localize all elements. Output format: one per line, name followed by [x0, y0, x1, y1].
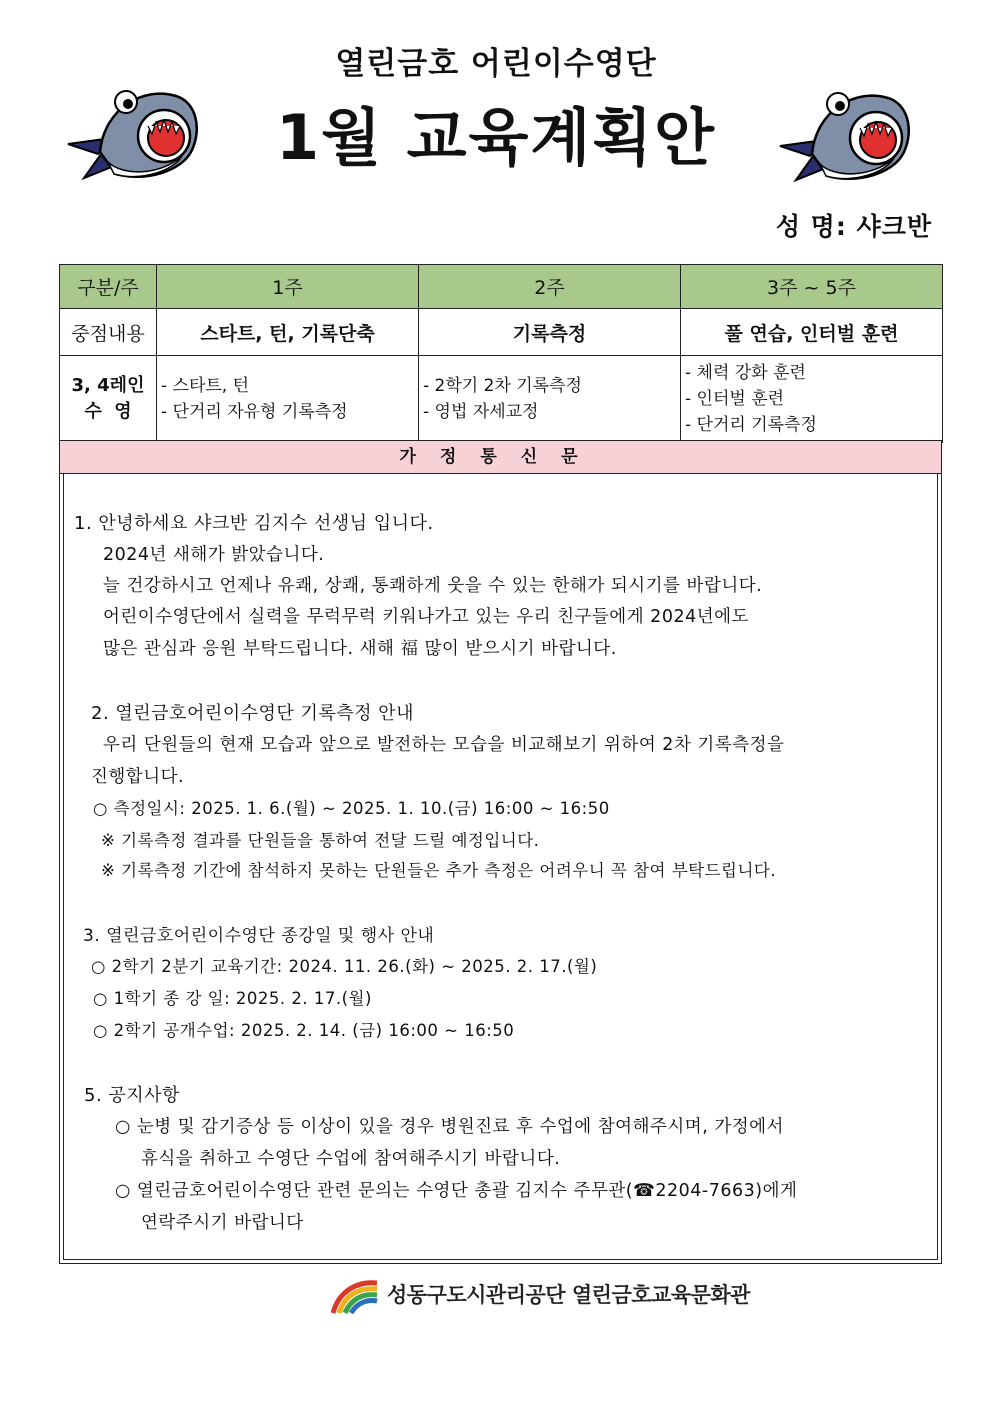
body-line: ※ 기록측정 결과를 단원들을 통하여 전달 드릴 예정입니다.	[101, 831, 540, 850]
body-line: 늘 건강하시고 언제나 유쾌, 상쾌, 통쾌하게 웃을 수 있는 한해가 되시기를 바랍니다.	[103, 576, 763, 596]
body-line: ○ 2학기 2분기 교육기간: 2024. 11. 26.(화) ~ 2025. 2. 17.(월)	[91, 957, 598, 976]
body-line: ○ 측정일시: 2025. 1. 6.(월) ~ 2025. 1. 10.(금) 16:00 ~ 16:50	[93, 799, 610, 818]
table-cell: 풀 연습, 인터벌 훈련	[681, 309, 943, 356]
cell-line: - 단거리 자유형 기록측정	[161, 402, 348, 422]
section-heading: 1. 안녕하세요 샤크반 김지수 선생님 입니다.	[74, 513, 434, 534]
shark-mascot-icon	[64, 78, 204, 188]
newsletter-box	[59, 440, 942, 1264]
lesson-plan-table	[59, 264, 943, 443]
cell-line: - 인터벌 훈련	[685, 389, 785, 409]
column-header: 2주	[419, 265, 681, 309]
table-cell	[681, 356, 943, 443]
body-line: 많은 관심과 응원 부탁드립니다. 새해 福 많이 받으시기 바랍니다.	[103, 639, 617, 659]
table-cell	[157, 356, 419, 443]
body-line: ※ 기록측정 기간에 참석하지 못하는 단원들은 추가 측정은 어려우니 꼭 참여 부탁드립니다.	[101, 861, 777, 880]
rainbow-logo-icon	[331, 1273, 381, 1315]
body-line: 휴식을 취하고 수영단 수업에 참여해주시기 바랍니다.	[141, 1149, 561, 1169]
body-line: 연락주시기 바랍니다	[141, 1213, 304, 1233]
table-cell: 스타트, 턴, 기록단축	[157, 309, 419, 356]
body-line: ○ 2학기 공개수업: 2025. 2. 14. (금) 16:00 ~ 16:50	[93, 1021, 515, 1040]
table-cell	[419, 356, 681, 443]
row-label: 중점내용	[60, 309, 157, 356]
body-line: ○ 1학기 종 강 일: 2025. 2. 17.(월)	[93, 989, 372, 1008]
section-heading: 2. 열린금호어린이수영단 기록측정 안내	[91, 703, 415, 724]
footer-logo	[331, 1272, 750, 1316]
name-label: 성 명:	[775, 212, 847, 241]
cell-line: - 단거리 기록측정	[685, 415, 817, 435]
body-line: 2024년 새해가 밝았습니다.	[103, 545, 325, 565]
row-label-line: 수 영	[84, 401, 132, 422]
name-value: 샤크반	[856, 212, 932, 241]
class-name-line	[776, 207, 932, 243]
table-row	[60, 309, 943, 356]
cell-line: - 스타트, 턴	[161, 376, 250, 396]
newsletter-title-band: 가정통신문	[60, 441, 941, 474]
cell-line: - 체력 강화 훈련	[685, 363, 806, 383]
row-label-line: 3, 4레인	[71, 375, 145, 396]
organization-name: 성동구도시관리공단 열린금호교육문화관	[387, 1283, 750, 1307]
shark-mascot-icon	[776, 80, 916, 190]
cell-line: - 영법 자세교정	[423, 402, 539, 422]
page-title: 1월 교육계획안	[275, 101, 717, 174]
column-header: 1주	[157, 265, 419, 309]
body-line: 어린이수영단에서 실력을 무럭무럭 키워나가고 있는 우리 친구들에게 2024년에도	[103, 607, 749, 627]
table-row	[60, 356, 943, 443]
body-line: 진행합니다.	[91, 767, 185, 787]
row-label	[60, 356, 157, 443]
subtitle: 열린금호 어린이수영단	[335, 46, 657, 82]
column-header: 구분/주	[60, 265, 157, 309]
section-heading: 3. 열린금호어린이수영단 종강일 및 행사 안내	[83, 926, 435, 946]
body-line: ○ 열린금호어린이수영단 관련 문의는 수영단 총괄 김지수 주무관(☎2204-7663)에게	[115, 1181, 798, 1201]
table-cell: 기록측정	[419, 309, 681, 356]
column-header: 3주 ~ 5주	[681, 265, 943, 309]
table-header-row	[60, 265, 943, 309]
body-line: 우리 단원들의 현재 모습과 앞으로 발전하는 모습을 비교해보기 위하여 2차 기록측정을	[103, 735, 785, 755]
cell-line: - 2학기 2차 기록측정	[423, 376, 582, 396]
body-line: ○ 눈병 및 감기증상 등 이상이 있을 경우 병원진료 후 수업에 참여해주시며, 가정에서	[115, 1117, 784, 1137]
section-heading: 5. 공지사항	[84, 1085, 180, 1106]
